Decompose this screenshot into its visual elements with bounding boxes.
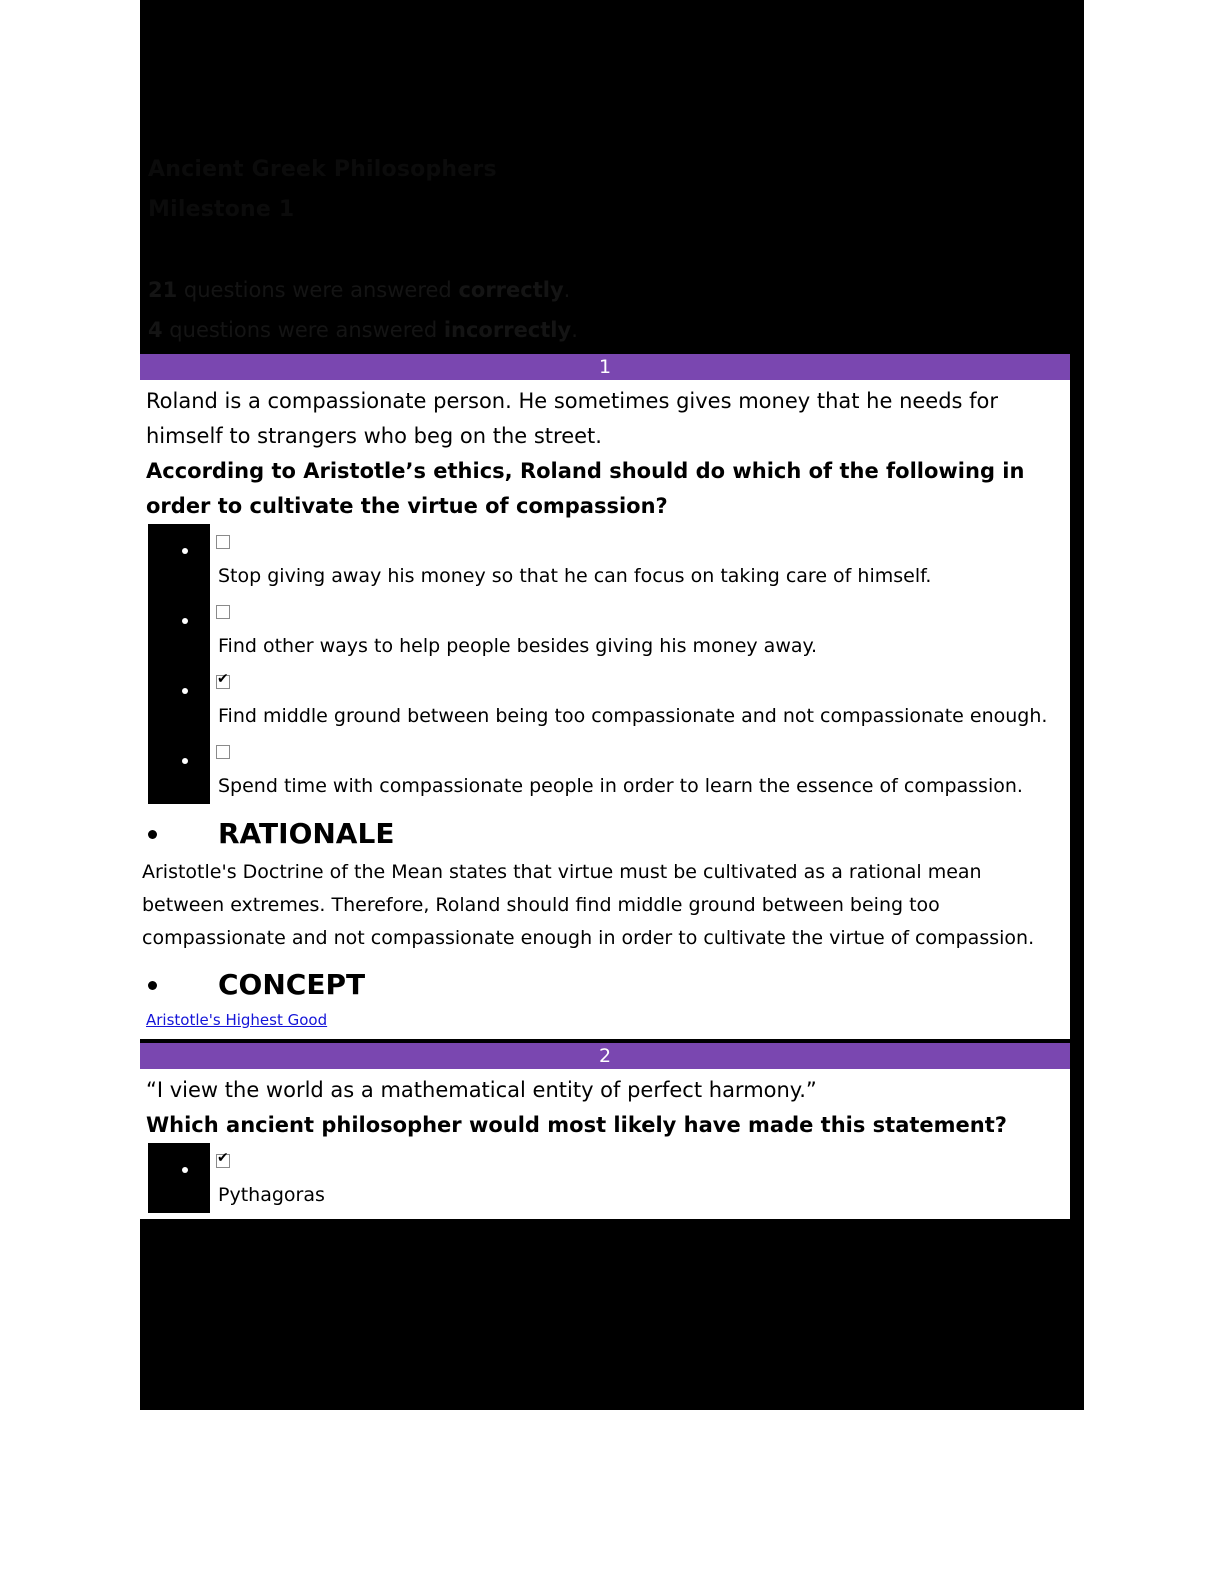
- question-prompt: According to Aristotle’s ethics, Roland should do which of the following in order to cultivate the virtue of compassion?: [146, 459, 1025, 518]
- incorrect-text: questions were answered: [162, 318, 444, 342]
- option-marker-block: [148, 594, 210, 664]
- correct-label: correctly: [458, 278, 564, 302]
- course-title: Ancient Greek Philosophers: [148, 157, 497, 182]
- bullet-icon: [148, 981, 157, 990]
- incorrect-stat: [148, 310, 1084, 350]
- option-marker-block: [148, 664, 210, 734]
- results-summary: [148, 270, 1084, 350]
- checkbox-checked-icon[interactable]: [216, 675, 230, 689]
- answer-options: [140, 1143, 1070, 1213]
- option-marker-block: [148, 734, 210, 804]
- correct-stat: [148, 270, 1084, 310]
- option-label: Spend time with compassionate people in order to learn the essence of compassion.: [218, 775, 1023, 797]
- option-label: Find other ways to help people besides giving his money away.: [218, 635, 818, 657]
- concept-heading-label: CONCEPT: [218, 968, 366, 1001]
- bullet-icon: [182, 688, 188, 694]
- checkbox-checked-icon[interactable]: [216, 1154, 230, 1168]
- option-marker-block: [148, 524, 210, 594]
- question-block: [140, 1069, 1070, 1219]
- rationale-heading: [140, 812, 1070, 856]
- checkbox-icon[interactable]: [216, 745, 230, 759]
- question-block: [140, 380, 1070, 1039]
- list-item[interactable]: [140, 594, 1070, 664]
- document-header: [140, 0, 1084, 350]
- question-stem: “I view the world as a mathematical entity of perfect harmony.”: [146, 1078, 817, 1102]
- correct-text: questions were answered: [177, 278, 459, 302]
- bullet-icon: [182, 618, 188, 624]
- option-label: Pythagoras: [218, 1184, 325, 1206]
- bullet-icon: [182, 1167, 188, 1173]
- correct-count: 21: [148, 278, 178, 302]
- correct-period: .: [563, 278, 571, 302]
- incorrect-period: .: [571, 318, 578, 342]
- question-stem: Roland is a compassionate person. He sometimes gives money that he needs for himself to strangers who beg on the street.: [146, 389, 999, 448]
- list-item[interactable]: [140, 1143, 1070, 1213]
- answer-options: [140, 524, 1070, 804]
- incorrect-count: 4: [148, 318, 163, 342]
- rationale-heading-label: RATIONALE: [218, 817, 395, 850]
- option-label: Stop giving away his money so that he can focus on taking care of himself.: [218, 565, 932, 587]
- option-label: Find middle ground between being too compassionate and not compassionate enough.: [218, 705, 1048, 727]
- milestone-title: Milestone 1: [148, 197, 295, 222]
- list-item[interactable]: [140, 664, 1070, 734]
- list-item[interactable]: [140, 524, 1070, 594]
- rationale-text: Aristotle's Doctrine of the Mean states that virtue must be cultivated as a rational mean between extremes. Therefore, Roland should find middle ground between being too compassionate and not compassionate enough in order to cultivate the virtue of compassion.: [142, 861, 1035, 949]
- question-prompt: Which ancient philosopher would most likely have made this statement?: [146, 1113, 1007, 1137]
- checkbox-icon[interactable]: [216, 605, 230, 619]
- bullet-icon: [182, 548, 188, 554]
- concept-heading: [140, 963, 1070, 1007]
- concept-link[interactable]: Aristotle's Highest Good: [146, 1011, 328, 1029]
- question-number-bar: 2: [140, 1043, 1070, 1069]
- list-item[interactable]: [140, 734, 1070, 804]
- document-page: [140, 0, 1084, 1410]
- checkbox-icon[interactable]: [216, 535, 230, 549]
- incorrect-label: incorrectly: [443, 318, 572, 342]
- option-marker-block: [148, 1143, 210, 1213]
- bullet-icon: [182, 758, 188, 764]
- question-number-bar: 1: [140, 354, 1070, 380]
- bullet-icon: [148, 830, 157, 839]
